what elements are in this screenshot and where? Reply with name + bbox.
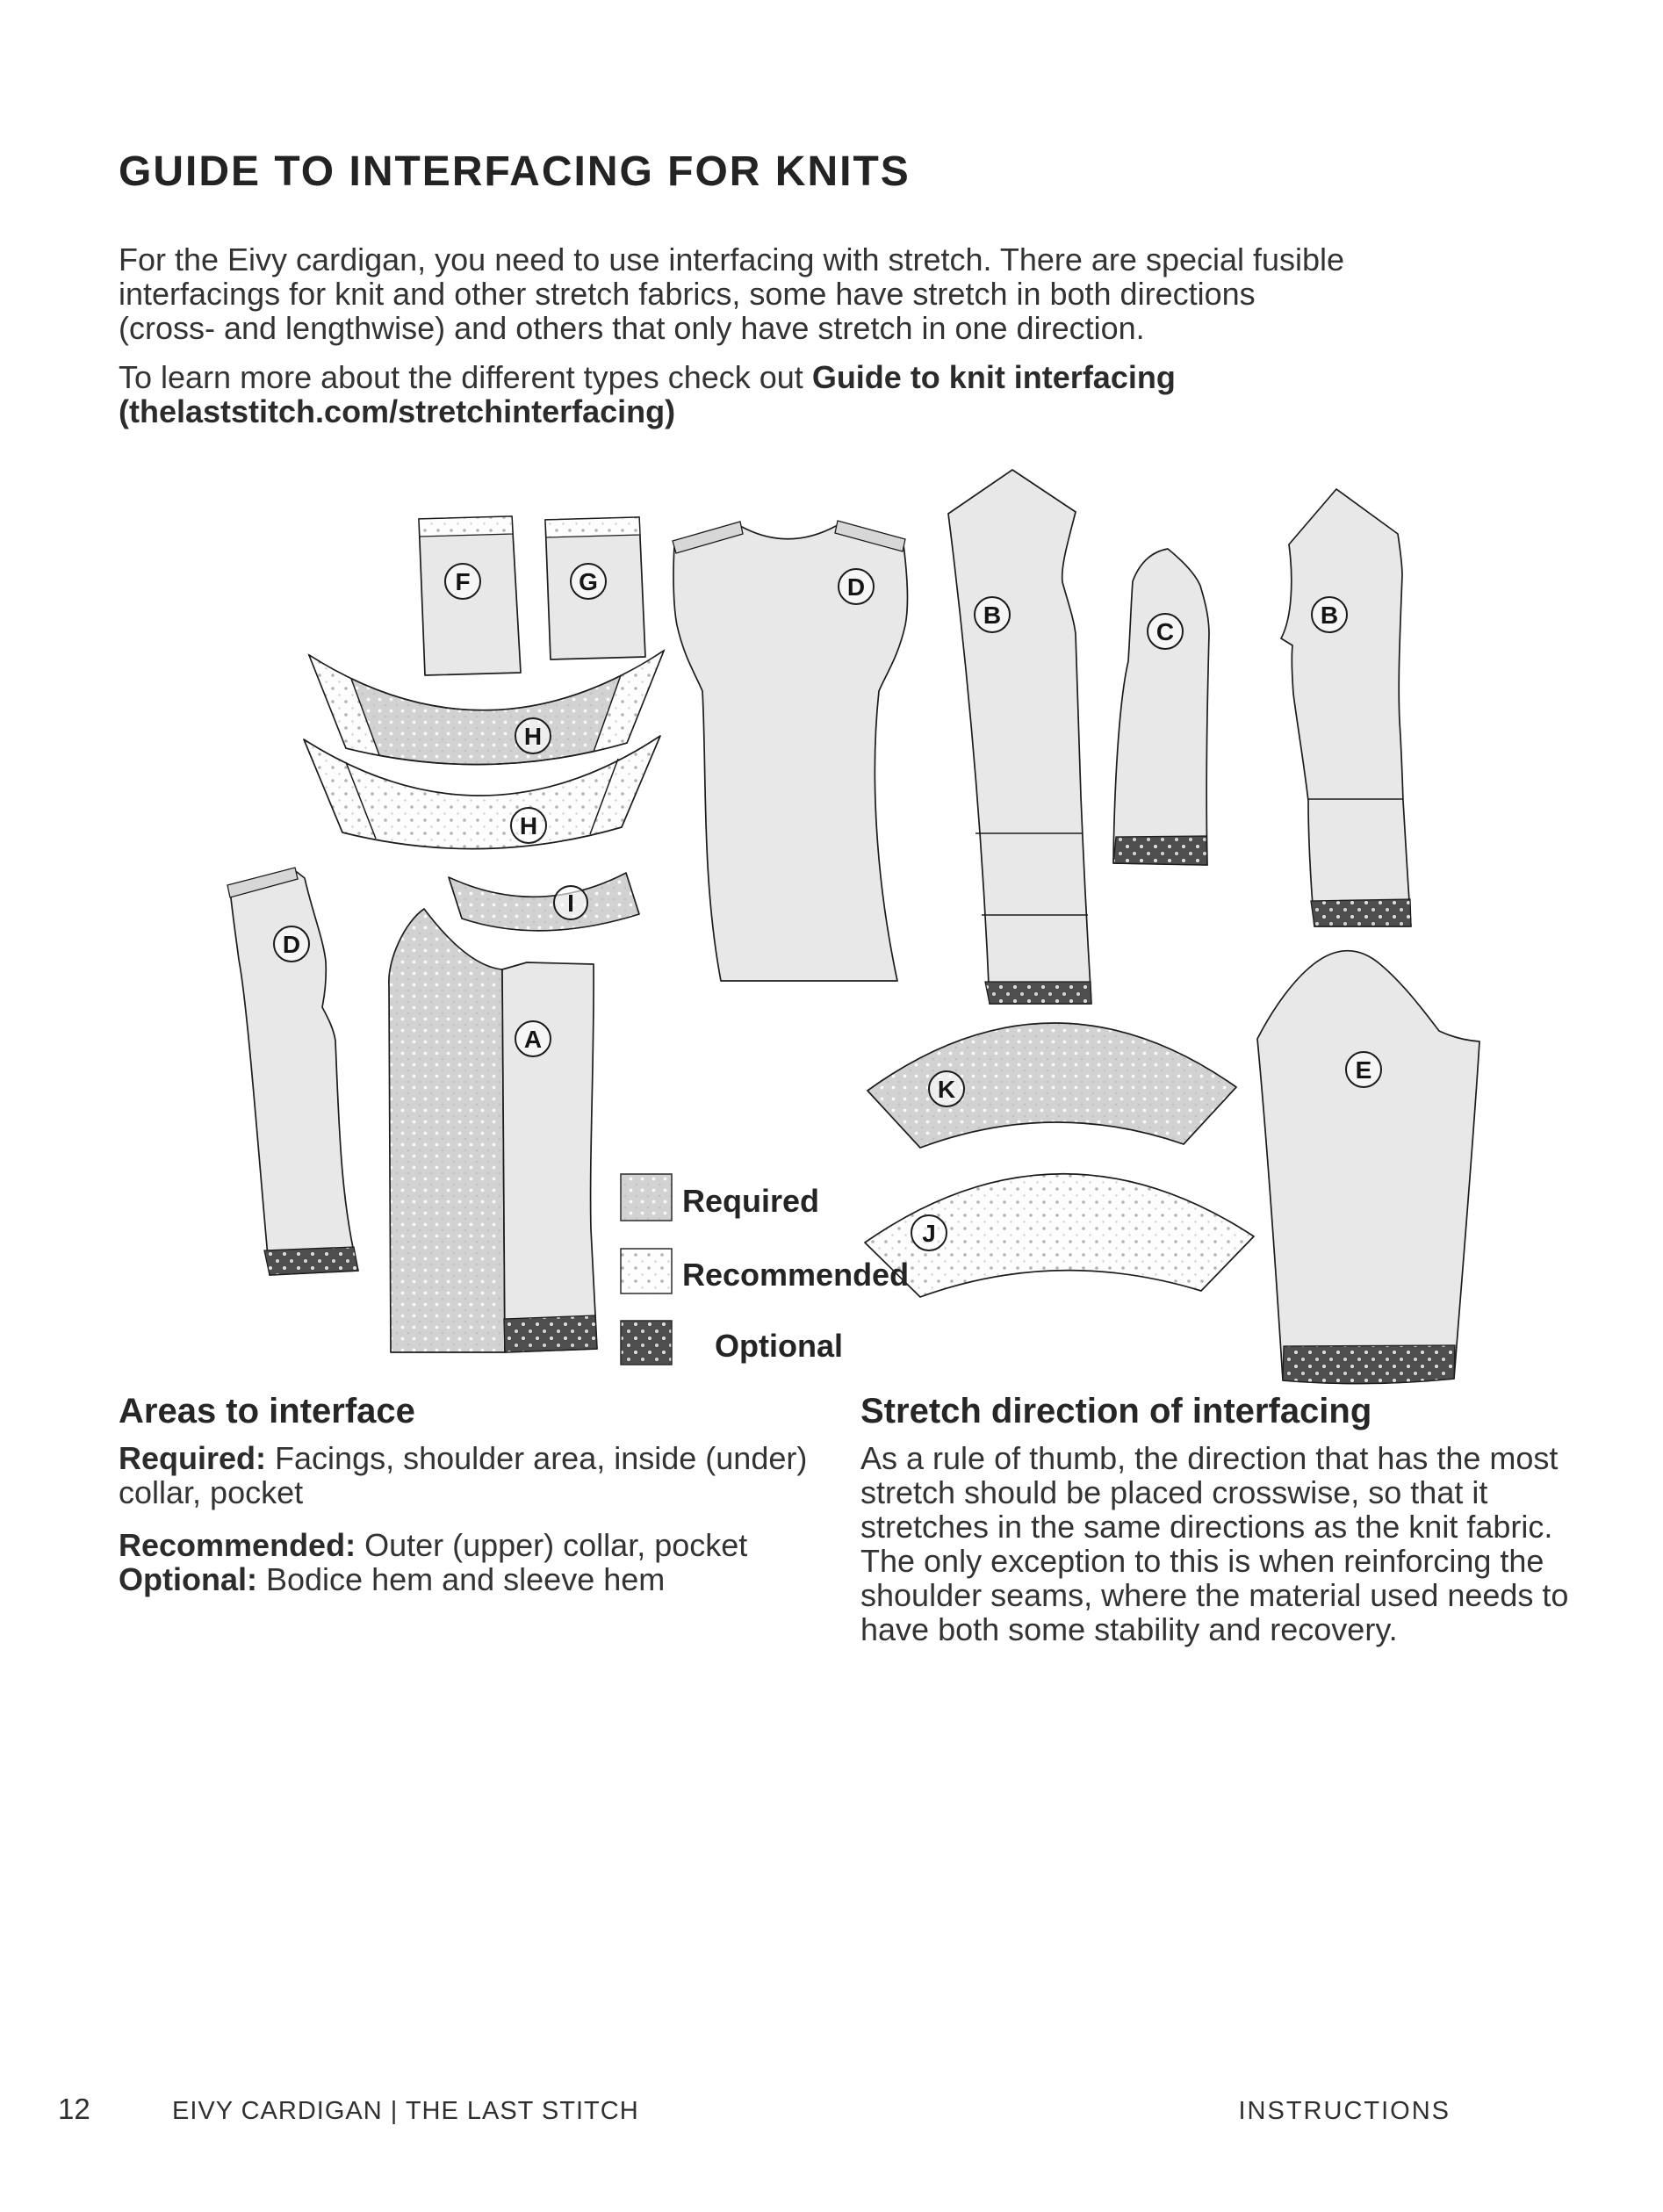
stretch-line: have both some stability and recovery.	[860, 1611, 1398, 1647]
item-text: Facings, shoulder area, inside (under)	[266, 1440, 808, 1476]
svg-text:H: H	[519, 812, 538, 839]
pattern-piece-c	[1113, 549, 1209, 865]
hem-optional-band	[1283, 1345, 1455, 1384]
pattern-piece-k	[867, 1023, 1236, 1148]
piece-label-g	[571, 564, 606, 599]
piece-label-b-right	[1312, 597, 1347, 632]
svg-text:I: I	[567, 890, 574, 917]
spacer	[119, 1509, 856, 1528]
svg-text:J: J	[922, 1220, 936, 1247]
stretch-line: As a rule of thumb, the direction that has the most	[860, 1440, 1559, 1476]
guide-title-bold: Guide to knit interfacing	[811, 359, 1176, 395]
pattern-piece-b-center	[948, 470, 1091, 1004]
svg-text:A: A	[523, 1026, 543, 1053]
legend-recommended-label: Recommended	[682, 1257, 910, 1293]
svg-text:F: F	[455, 568, 471, 595]
hem-optional-band	[1311, 899, 1411, 926]
legend-recommended-swatch	[621, 1249, 672, 1293]
piece-label-a	[515, 1021, 551, 1056]
piece-label-h-under	[515, 718, 551, 753]
link-line	[119, 394, 1176, 429]
footer-section-name: INSTRUCTIONS	[1238, 2097, 1451, 2125]
page-title: GUIDE TO INTERFACING FOR KNITS	[119, 148, 911, 195]
piece-label-h-outer	[511, 808, 546, 843]
legend-optional-swatch	[621, 1321, 672, 1365]
stretch-direction-section	[860, 1392, 1568, 1646]
learn-more-paragraph	[119, 360, 1176, 429]
interfacing-diagram	[0, 439, 1663, 1405]
stretch-line: The only exception to this is when reinforcing the	[860, 1543, 1544, 1579]
item-text: Bodice hem and sleeve hem	[256, 1561, 666, 1597]
page-number: 12	[58, 2093, 90, 2125]
legend-required-swatch	[621, 1174, 672, 1221]
intro-line: For the Eivy cardigan, you need to use interfacing with stretch. There are special fusible	[119, 241, 1345, 277]
svg-text:E: E	[1355, 1056, 1372, 1084]
item-text: Outer (upper) collar, pocket	[356, 1527, 748, 1563]
piece-label-d-left	[274, 926, 309, 962]
stretch-line: shoulder seams, where the material used needs to	[860, 1577, 1569, 1613]
areas-to-interface-section	[119, 1392, 856, 1596]
piece-label-k	[929, 1071, 964, 1106]
hem-optional-band	[504, 1315, 597, 1352]
svg-text:D: D	[846, 573, 866, 601]
intro-line: (cross- and lengthwise) and others that only have stretch in one direction.	[119, 310, 1145, 346]
stretch-line: stretch should be placed crosswise, so that it	[860, 1474, 1488, 1510]
piece-label-j	[911, 1215, 947, 1250]
svg-text:C: C	[1155, 618, 1175, 645]
footer-pattern-name: EIVY CARDIGAN | THE LAST STITCH	[172, 2097, 639, 2125]
piece-label-d-back	[839, 569, 874, 604]
legend	[621, 1174, 909, 1365]
paren: (	[119, 393, 129, 429]
piece-label-b-center	[975, 597, 1010, 632]
pattern-piece-a	[389, 909, 597, 1352]
stretch-heading: Stretch direction of interfacing	[860, 1392, 1372, 1430]
piece-label-i	[554, 886, 587, 919]
areas-heading: Areas to interface	[119, 1392, 415, 1430]
piece-label-e	[1346, 1052, 1381, 1087]
legend-required-label: Required	[682, 1183, 820, 1219]
piece-label-f	[445, 564, 480, 599]
intro-line: interfacings for knit and other stretch fabrics, some have stretch in both directions	[119, 276, 1256, 312]
hem-optional-band	[1113, 836, 1207, 865]
item-label: Recommended:	[119, 1527, 356, 1563]
piece-label-c	[1148, 614, 1183, 649]
areas-item-recommended	[119, 1528, 856, 1562]
pocket-top-recommended-band	[545, 517, 640, 537]
hem-optional-band	[264, 1247, 358, 1275]
svg-text:B: B	[983, 602, 1002, 629]
front-facing-required-band	[389, 909, 505, 1352]
item-label: Optional:	[119, 1561, 257, 1597]
paren: )	[665, 393, 676, 429]
pattern-piece-i	[449, 873, 639, 931]
learn-more-text: To learn more about the different types check out	[119, 359, 812, 395]
item-label: Required:	[119, 1440, 267, 1476]
stretch-interfacing-link[interactable]: thelaststitch.com/stretchinterfacing	[129, 393, 666, 429]
svg-text:H: H	[523, 723, 543, 750]
svg-text:B: B	[1320, 602, 1339, 629]
hem-optional-band	[985, 982, 1091, 1004]
areas-item-optional	[119, 1562, 856, 1596]
pattern-piece-b-right	[1281, 489, 1411, 926]
legend-optional-label: Optional	[715, 1328, 843, 1364]
pattern-piece-e	[1257, 951, 1479, 1384]
pocket-top-recommended-band	[419, 516, 513, 537]
learn-more-line	[119, 360, 1176, 394]
svg-text:G: G	[579, 568, 598, 595]
item-text-wrap: collar, pocket	[119, 1474, 304, 1510]
svg-text:K: K	[937, 1076, 956, 1103]
intro-paragraph	[119, 242, 1344, 345]
svg-text:D: D	[282, 931, 301, 958]
areas-item-required	[119, 1441, 856, 1509]
stretch-line: stretches in the same directions as the knit fabric.	[860, 1509, 1553, 1545]
